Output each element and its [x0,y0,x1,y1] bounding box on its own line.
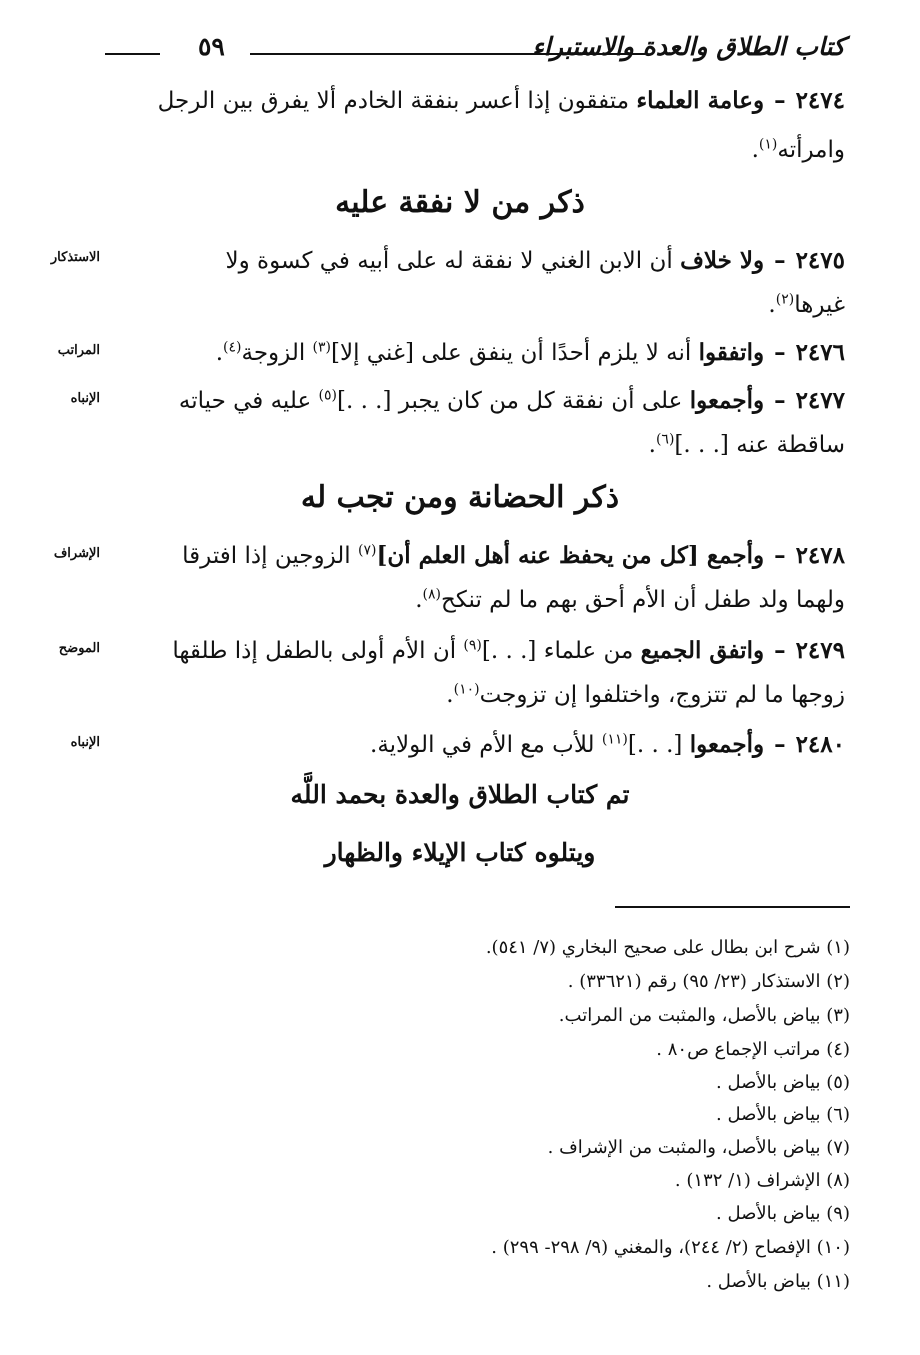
footnote-ref: (٨) [422,586,441,603]
footnote-ref: (١٠) [453,681,480,698]
footnote-ref: (٣) [312,339,332,356]
running-header [105,32,845,72]
footnote-ref: (١) [758,136,778,153]
footnote-ref: (٦) [655,431,675,448]
entry-2478-line2: ولهما ولد طفل أن الأم أحق بهم ما لم تنكح$^{(٨)}$. [415,586,845,613]
source-label: الإشراف [53,546,100,561]
closing-line-2: ويتلوه كتاب الإيلاء والظهار [324,838,596,867]
footnote-1: (١) شرح ابن بطال على صحيح البخاري (٧/ ٥٤١). [485,937,850,958]
footnote-ref: (٧) [358,542,377,559]
footnote-8: (٨) الإشراف (١/ ١٣٢) . [674,1170,850,1191]
footnote-10: (١٠) الإفصاح (٢/ ٢٤٤)، والمغني (٩/ ٢٩٨- ٢٩٩) . [491,1237,850,1258]
book-title: كتاب الطلاق والعدة والاستبراء [532,32,845,61]
entry-2474-line1: ٢٤٧٤–وعامة العلماء متفقون إذا أعسر بنفقة الخادم ألا يفرق بين الرجل [157,87,845,114]
entry-2478-line1: ٢٤٧٨–وأجمع [كل من يحفظ عنه أهل العلم أن]$^{(٧)}$ الزوجين إذا افترقا [182,542,845,569]
footnote-ref: (٥) [318,387,337,404]
source-label: الاستذكار [50,250,100,265]
footnote-11: (١١) بياض بالأصل . [706,1271,850,1292]
footnote-3: (٣) بياض بالأصل، والمثبت من المراتب. [558,1005,850,1026]
footnote-6: (٦) بياض بالأصل . [716,1104,850,1125]
source-label: الإنباه [70,735,100,750]
footnote-4: (٤) مراتب الإجماع ص٨٠ . [656,1039,850,1060]
footnote-2: (٢) الاستذكار (٢٣/ ٩٥) رقم (٣٣٦٢١) . [567,971,850,992]
entry-2477-line1: ٢٤٧٧–وأجمعوا على أن نفقة كل من كان يجبر [. . .]$^{(٥)}$ عليه في حياته [178,387,845,414]
entry-2480: ٢٤٨٠–وأجمعوا [. . .]$^{(١١)}$ للأب مع الأم في الولاية. [370,731,845,758]
footnote-5: (٥) بياض بالأصل . [716,1072,850,1093]
section-heading: ذكر الحضانة ومن تجب له [300,480,620,515]
entry-2474-line2: وامرأته$^{(١)}$. [751,136,845,163]
entry-2479-line2: زوجها ما لم تتزوج، واختلفوا إن تزوجت$^{(١٠)}$. [446,681,845,708]
entry-2477-line2: ساقطة عنه [. . .]$^{(٦)}$. [648,431,845,458]
footnote-7: (٧) بياض بالأصل، والمثبت من الإشراف . [547,1137,850,1158]
header-rule [250,53,645,55]
footnote-9: (٩) بياض بالأصل . [716,1203,850,1224]
source-label: الموضح [58,641,100,656]
footnote-ref: (٢) [775,291,795,308]
closing-line-1: تم كتاب الطلاق والعدة بحمد اللَّه [290,780,630,809]
footnote-ref: (١١) [601,731,628,748]
entry-2475-line1: ٢٤٧٥–ولا خلاف أن الابن الغني لا نفقة له على أبيه في كسوة ولا [225,247,845,274]
header-rule-short [105,53,160,55]
footnote-rule [615,906,850,908]
source-label: المراتب [57,343,100,358]
page-number: ٥٩ [198,32,225,61]
entry-2475-line2: غيرها$^{(٢)}$. [768,291,845,318]
footnote-ref: (٩) [463,637,482,654]
entry-2479-line1: ٢٤٧٩–واتفق الجميع من علماء [. . .]$^{(٩)}$ أن الأم أولى بالطفل إذا طلقها [172,637,845,664]
footnote-ref: (٤) [223,339,242,356]
entry-2476: ٢٤٧٦–واتفقوا أنه لا يلزم أحدًا أن ينفق على [غني إلا]$^{(٣)}$ الزوجة$^{(٤)}$. [215,339,845,366]
source-label: الإنباه [70,391,100,406]
section-heading: ذكر من لا نفقة عليه [335,185,585,220]
